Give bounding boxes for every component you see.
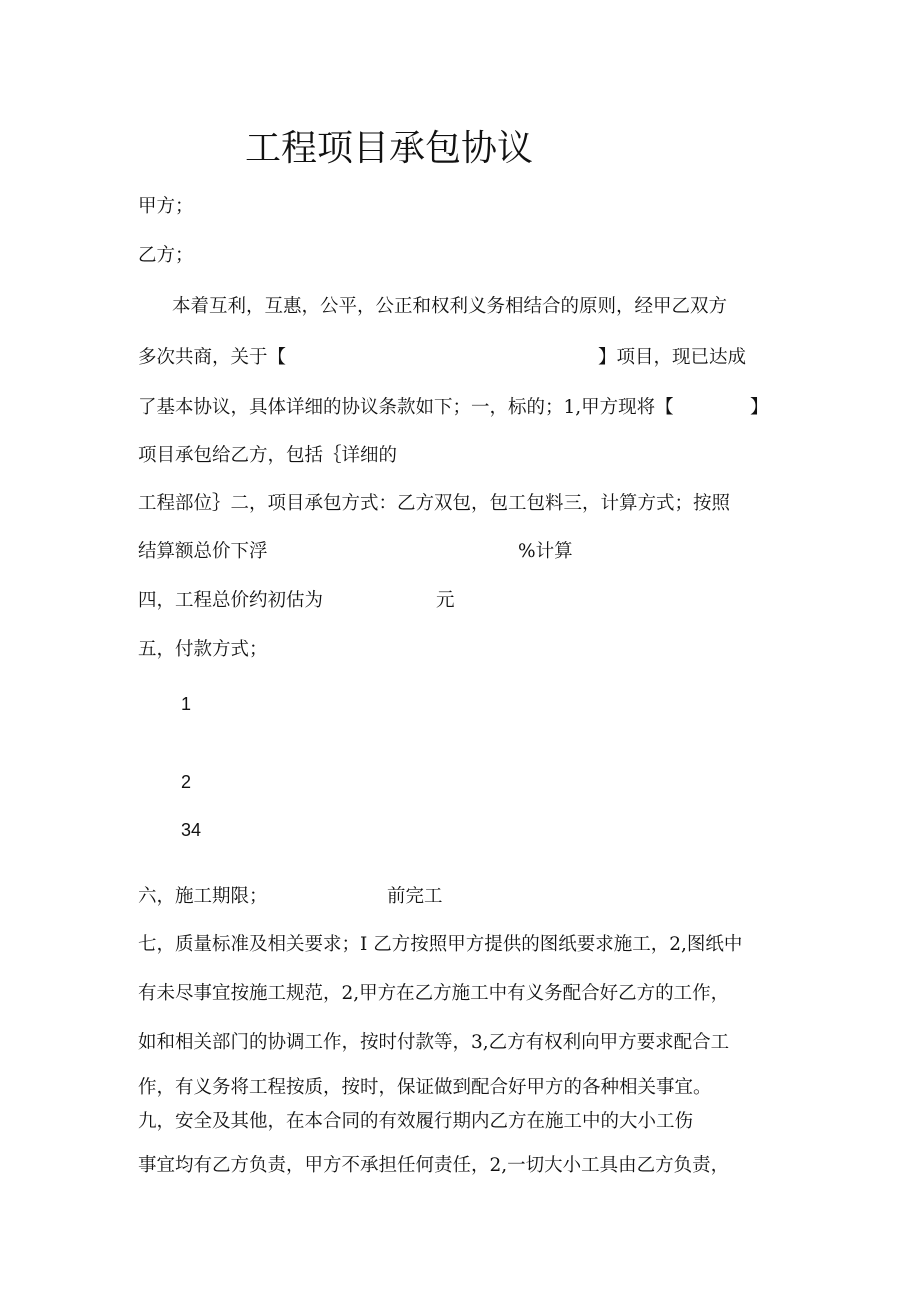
scope-line: 项目承包给乙方，包括｛详细的 <box>138 445 398 466</box>
quality-line-4: 作，有义务将工程按质，按时，保证做到配合好甲方的各种相关事宜。 <box>138 1077 712 1098</box>
quality-line-3: 如和相关部门的协调工作，按时付款等，3,乙方有权利向甲方要求配合工 <box>138 1032 730 1053</box>
payment-item-34: 34 <box>181 820 202 840</box>
intro-line-2-end: 】项目，现已达成 <box>598 347 747 368</box>
calc-line-end: %计算 <box>518 541 573 562</box>
intro-line-3-end: 】 <box>750 397 769 418</box>
intro-line-3-start: 了基本协议，具体详细的协议条款如下；一，标的；1,甲方现将【 <box>138 397 674 418</box>
intro-line-1: 本着互利，互惠，公平，公正和权利义务相结合的原则，经甲乙双方 <box>172 296 728 317</box>
safety-line-2: 事宜均有乙方负责，甲方不承担任何责任，2,一切大小工具由乙方负责， <box>138 1155 730 1176</box>
payment-item-1: 1 <box>181 694 192 714</box>
safety-line-1: 九，安全及其他，在本合同的有效履行期内乙方在施工中的大小工伤 <box>138 1111 694 1132</box>
total-price-label: 四，工程总价约初估为 <box>138 590 324 611</box>
payment-item-2: 2 <box>181 772 192 792</box>
total-price-unit: 元 <box>436 590 455 611</box>
party-b-label: 乙方； <box>138 245 194 266</box>
deadline-label: 六，施工期限； <box>138 886 268 907</box>
party-a-label: 甲方； <box>138 196 194 217</box>
deadline-suffix: 前完工 <box>387 886 443 907</box>
contract-method-line: 工程部位｝二，项目承包方式：乙方双包，包工包料三，计算方式；按照 <box>138 493 731 514</box>
document-title: 工程项目承包协议 <box>245 128 534 169</box>
payment-method-label: 五，付款方式； <box>138 639 268 660</box>
intro-line-2-start: 多次共商，关于【 <box>138 347 287 368</box>
quality-line-2: 有未尽事宜按施工规范，2,甲方在乙方施工中有义务配合好乙方的工作， <box>138 983 730 1004</box>
calc-line-start: 结算额总价下浮 <box>138 541 268 562</box>
quality-line-1: 七，质量标准及相关要求；I 乙方按照甲方提供的图纸要求施工，2,图纸中 <box>138 934 743 955</box>
